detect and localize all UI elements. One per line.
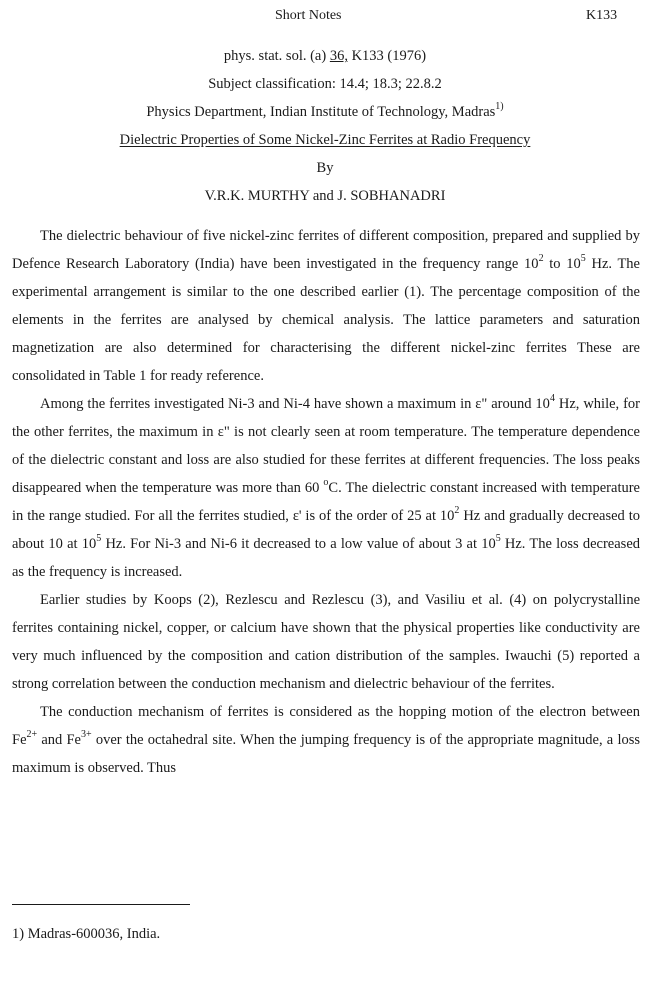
affiliation-text: Physics Department, Indian Institute of Technology, Madras: [146, 104, 496, 120]
paragraph-2: Among the ferrites investigated Ni-3 and Ni-4 have shown a maximum in ε" around $10^4$ Hz, while, for the other ferrites, the maximum in ε" is not clearly seen at room temperature. The temperature dependence of the dielectric constant and loss are also studied for these ferrites at different frequencies. The loss peaks disappeared when the temperature was more than 60 $^o$C. The dielectric constant increased with temperature in the range studied. For all the ferrites studied, ε' is of the order of 25 at $10^2$ Hz and gradually decreased to about 10 at $10^5$ Hz. For Ni-3 and Ni-6 it decreased to a low value of about 3 at $10^5$ Hz. The loss decreased as the frequency is increased.: [12, 393, 641, 580]
affiliation-line: [0, 101, 650, 121]
journal-name: phys. stat. sol. (a): [223, 48, 330, 64]
footnote: 1) Madras-600036, India.: [12, 926, 161, 942]
running-header-title: Short Notes: [275, 8, 342, 23]
page-range: K133 (1976): [347, 48, 427, 64]
footnote-divider: [12, 904, 190, 905]
volume-number: 36,: [329, 48, 348, 64]
authors: V.R.K. MURTHY and J. SOBHANADRI: [204, 188, 446, 204]
subject-classification: Subject classification: 14.4; 18.3; 22.8.2: [208, 76, 442, 92]
page-number: K133: [586, 8, 618, 23]
footnote-mark: 1): [495, 101, 504, 113]
article-title: Dielectric Properties of Some Nickel-Zinc Ferrites at Radio Frequency: [119, 132, 531, 148]
by-line: By: [316, 160, 334, 176]
paragraph-4: The conduction mechanism of ferrites is considered as the hopping motion of the electron between $Fe^{2+}$ and $Fe^{3+}$ over the octahedral site. When the jumping frequency is of the appropriate magnitude, a loss maximum is observed. Thus: [12, 704, 641, 776]
body-text: [12, 222, 640, 782]
paragraph-3: Earlier studies by Koops (2), Rezlescu and Rezlescu (3), and Vasiliu et al. (4) on polycrystalline ferrites containing nickel, copper, or calcium have shown that the physical properties like conductivity are very much influenced by the composition and cation distribution of the samples. Iwauchi (5) reported a strong correlation between the conduction mechanism and dielectric behaviour of the ferrites.: [12, 592, 640, 692]
citation-line: [0, 48, 650, 65]
paragraph-1: The dielectric behaviour of five nickel-zinc ferrites of different composition, prepared and supplied by Defence Research Laboratory (India) have been investigated in the frequency range $10^2$ to $10^5$ Hz. The experimental arrangement is similar to the one described earlier (1). The percentage composition of the elements in the ferrites are analysed by chemical analysis. The lattice parameters and saturation magnetization are also determined for characterising the different nickel-zinc ferrites These are consolidated in Table 1 for ready reference.: [12, 228, 640, 384]
